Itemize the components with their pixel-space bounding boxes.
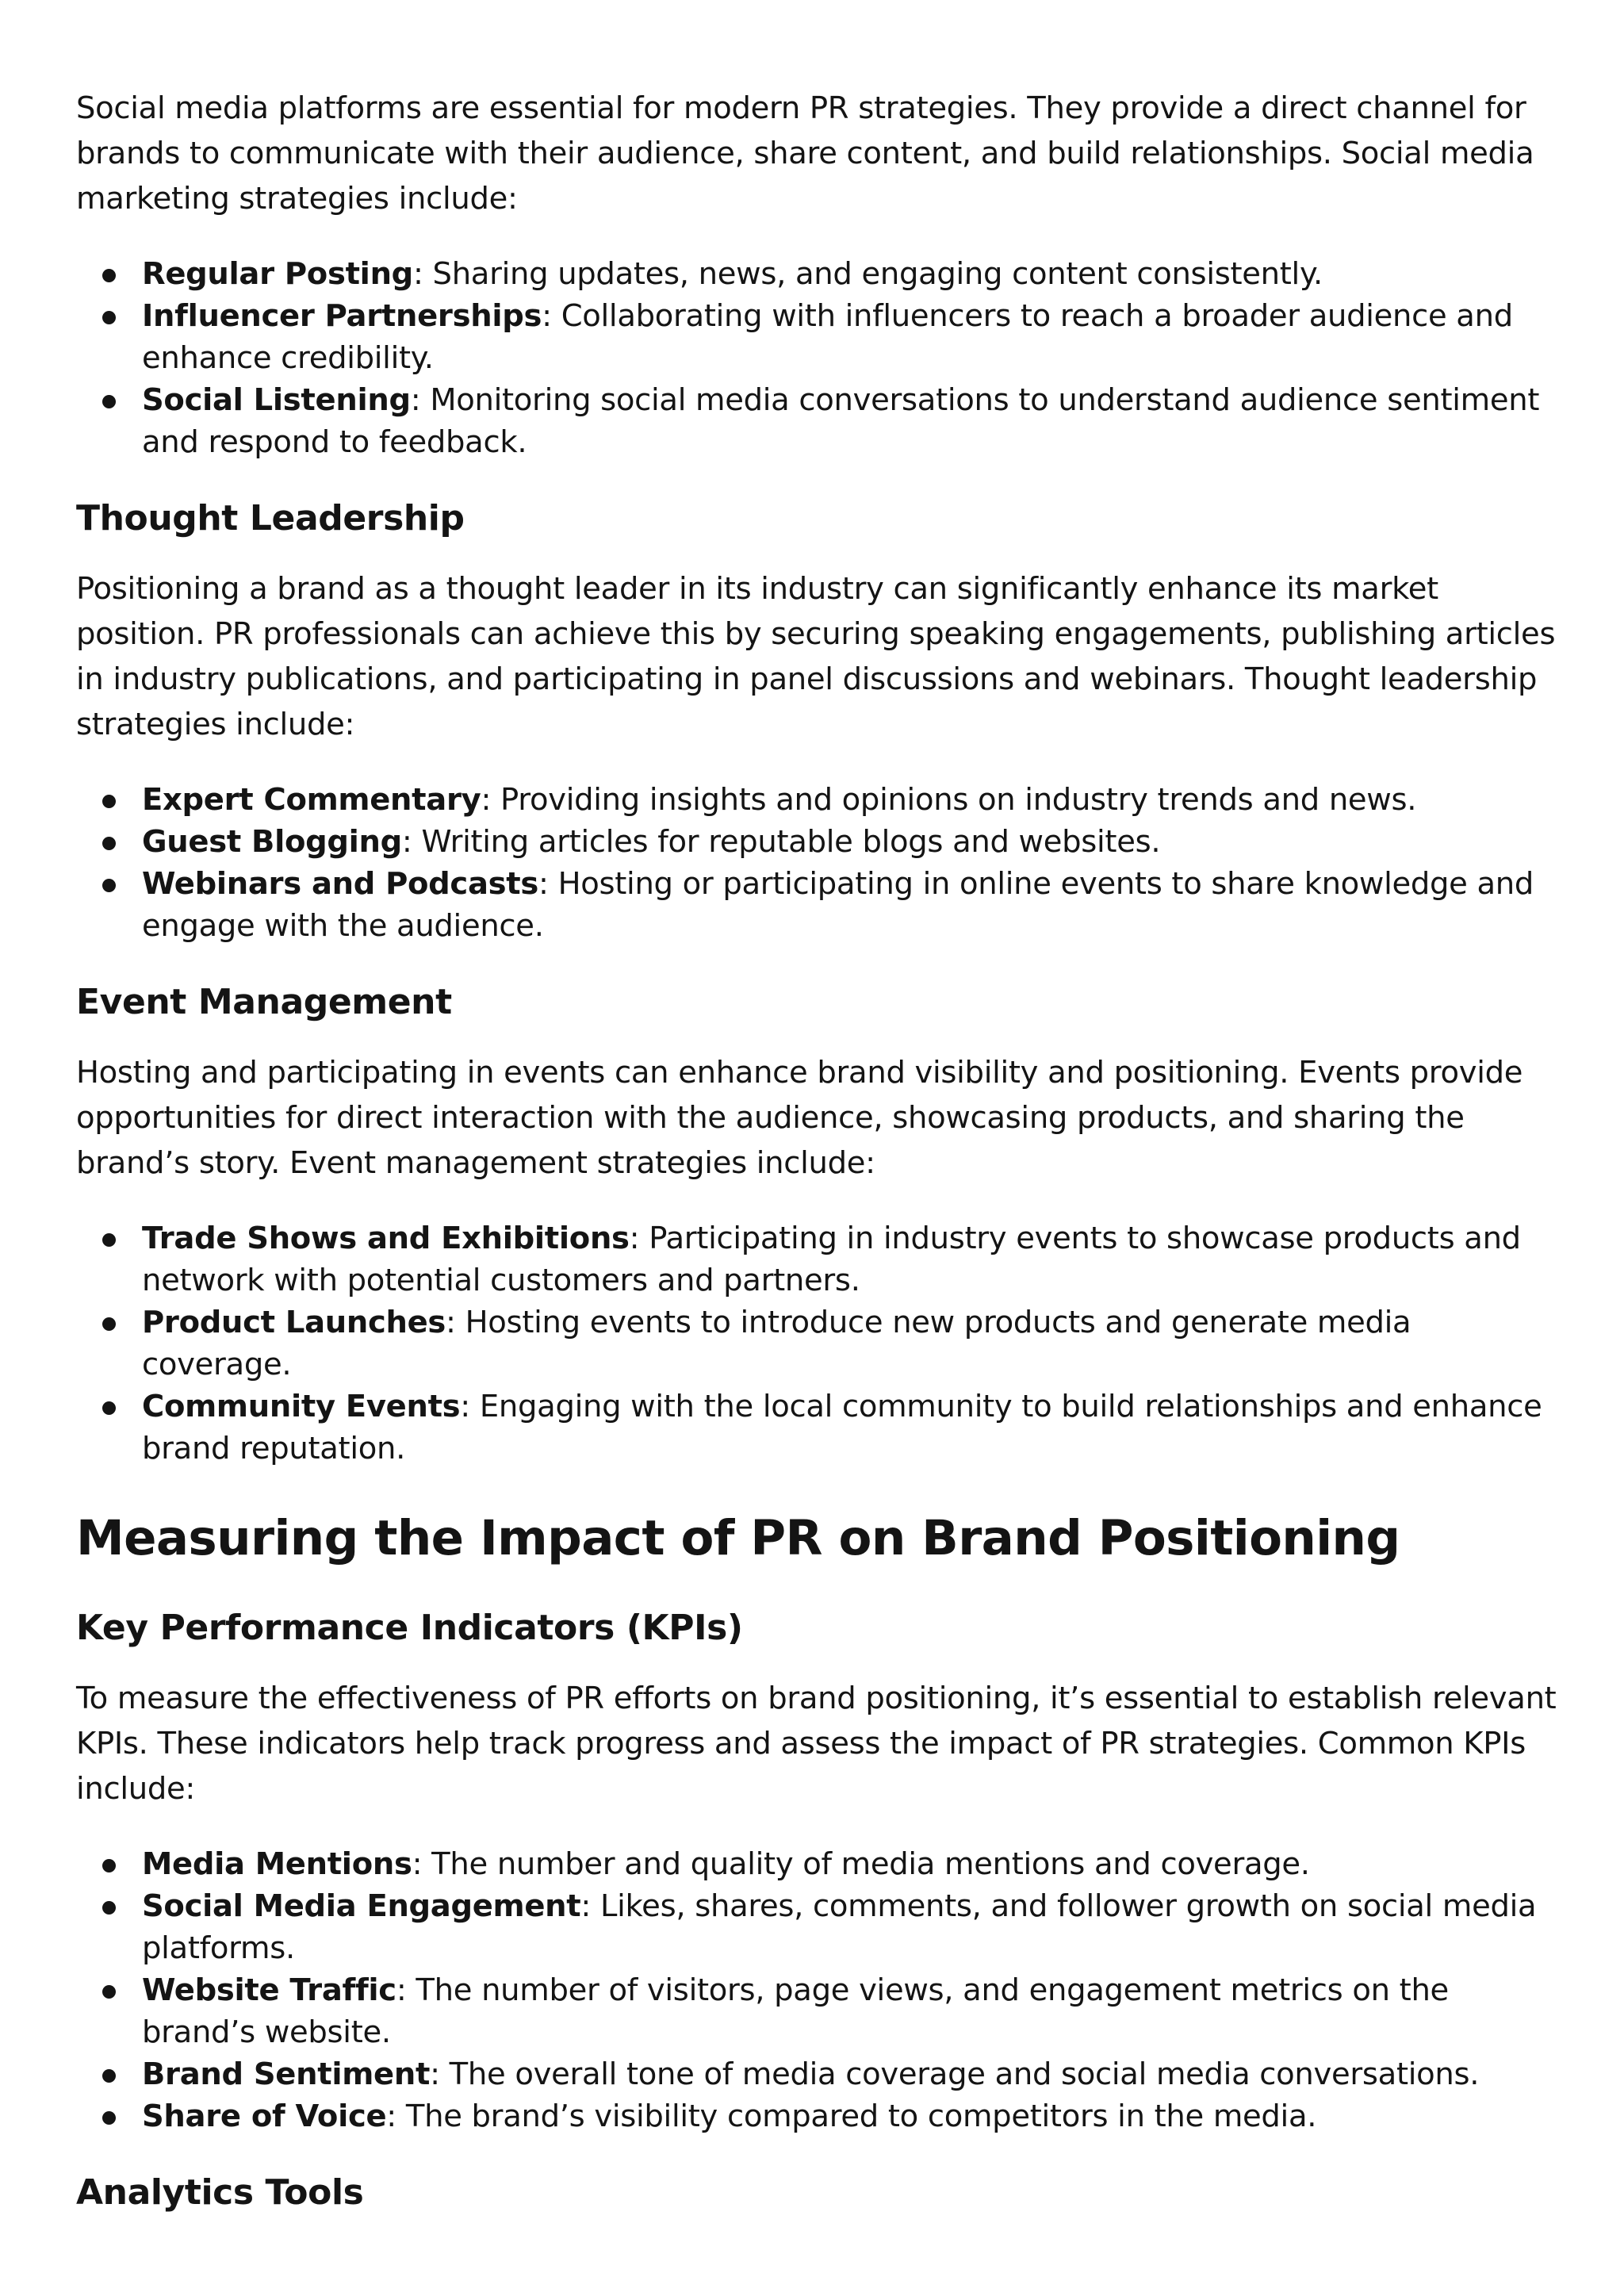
kpis-paragraph: To measure the effectiveness of PR efforts on brand positioning, it’s essential to establish relevant KPIs. These indicators help track progress and assess the impact of PR strategies. Common KPIs include:: [76, 1681, 1557, 1807]
list-item-desc: : Collaborating with influencers to reach a broader audience and enhance credibility.: [142, 298, 1513, 376]
list-item: [76, 2095, 1561, 2137]
list-item: [76, 295, 1561, 379]
bullet-icon: [102, 395, 116, 408]
event-management-list: [76, 1217, 1561, 1470]
list-item-term: Trade Shows and Exhibitions: [142, 1221, 630, 1256]
list-item-desc: : The number and quality of media mentions and coverage.: [412, 1846, 1310, 1882]
section-heading-analytics-tools: Analytics Tools: [76, 2172, 364, 2213]
section-heading-kpis: Key Performance Indicators (KPIs): [76, 1608, 743, 1648]
list-item-term: Brand Sentiment: [142, 2056, 431, 2092]
list-item-term: Media Mentions: [142, 1846, 412, 1882]
bullet-icon: [102, 311, 116, 324]
bullet-icon: [102, 1401, 116, 1415]
list-item-desc: : Participating in industry events to showcase products and network with potential customers and partners.: [142, 1221, 1521, 1298]
list-item-term: Share of Voice: [142, 2099, 387, 2134]
list-item-desc: : Sharing updates, news, and engaging content consistently.: [412, 256, 1323, 292]
bullet-icon: [102, 1317, 116, 1331]
list-item: [76, 1843, 1561, 1885]
thought-leadership-paragraph: Positioning a brand as a thought leader in its industry can significantly enhance its market position. PR professionals can achieve this by securing speaking engagements, publishing articles in industry publications, and participating in panel discussions and webinars. Thought leadership strategies include:: [76, 571, 1556, 742]
list-item: [76, 1301, 1561, 1386]
list-item: [76, 779, 1561, 821]
bullet-icon: [102, 2111, 116, 2125]
section-heading-thought-leadership: Thought Leadership: [76, 498, 465, 539]
intro-paragraph: Social media platforms are essential for modern PR strategies. They provide a direct channel for brands to communicate with their audience, share content, and build relationships. Social media marketing strategies include:: [76, 90, 1534, 217]
kpis-list: [76, 1843, 1561, 2137]
bullet-icon: [102, 1901, 116, 1915]
list-item-term: Website Traffic: [142, 1972, 396, 2008]
list-item-desc: : Monitoring social media conversations to understand audience sentiment and respond to feedback.: [142, 382, 1540, 460]
list-item-term: Influencer Partnerships: [142, 298, 542, 334]
list-item-desc: : Providing insights and opinions on industry trends and news.: [481, 782, 1417, 818]
list-item-term: Social Media Engagement: [142, 1888, 581, 1924]
list-item-desc: : Writing articles for reputable blogs and websites.: [401, 824, 1161, 860]
bullet-icon: [102, 1859, 116, 1872]
list-item-desc: : The overall tone of media coverage and social media conversations.: [430, 2056, 1480, 2092]
list-item: [76, 379, 1561, 463]
list-item: [76, 253, 1561, 295]
bullet-icon: [102, 2069, 116, 2083]
section-heading-measuring-impact: Measuring the Impact of PR on Brand Positioning: [76, 1510, 1400, 1566]
list-item-term: Guest Blogging: [142, 824, 402, 860]
list-item-term: Webinars and Podcasts: [142, 866, 538, 902]
bullet-icon: [102, 879, 116, 892]
list-item: [76, 2053, 1561, 2095]
list-item-desc: : Hosting events to introduce new products and generate media coverage.: [142, 1305, 1411, 1382]
list-item: [76, 863, 1561, 947]
list-item: [76, 1885, 1561, 1969]
list-item: [76, 1969, 1561, 2053]
list-item-desc: : The brand’s visibility compared to competitors in the media.: [386, 2099, 1317, 2134]
list-item-desc: : Engaging with the local community to build relationships and enhance brand reputation.: [142, 1389, 1542, 1466]
section-heading-event-management: Event Management: [76, 982, 452, 1022]
bullet-icon: [102, 269, 116, 282]
list-item-term: Expert Commentary: [142, 782, 481, 818]
list-item: [76, 1217, 1561, 1301]
list-item-desc: : Likes, shares, comments, and follower growth on social media platforms.: [142, 1888, 1537, 1966]
list-item-term: Social Listening: [142, 382, 411, 418]
list-item-desc: : The number of visitors, page views, and engagement metrics on the brand’s website.: [142, 1972, 1449, 2050]
list-item: [76, 1386, 1561, 1470]
list-item: [76, 821, 1561, 863]
social-media-strategies-list: [76, 253, 1561, 463]
event-management-paragraph: Hosting and participating in events can enhance brand visibility and positioning. Events provide opportunities for direct interaction with the audience, showcasing products, and sharing the brand’s story. Event management strategies include:: [76, 1055, 1523, 1181]
bullet-icon: [102, 1233, 116, 1247]
list-item-term: Product Launches: [142, 1305, 446, 1340]
list-item-term: Community Events: [142, 1389, 461, 1424]
thought-leadership-list: [76, 779, 1561, 947]
list-item-term: Regular Posting: [142, 256, 413, 292]
bullet-icon: [102, 1985, 116, 1999]
bullet-icon: [102, 837, 116, 850]
list-item-desc: : Hosting or participating in online events to share knowledge and engage with the audience.: [142, 866, 1534, 944]
bullet-icon: [102, 795, 116, 808]
